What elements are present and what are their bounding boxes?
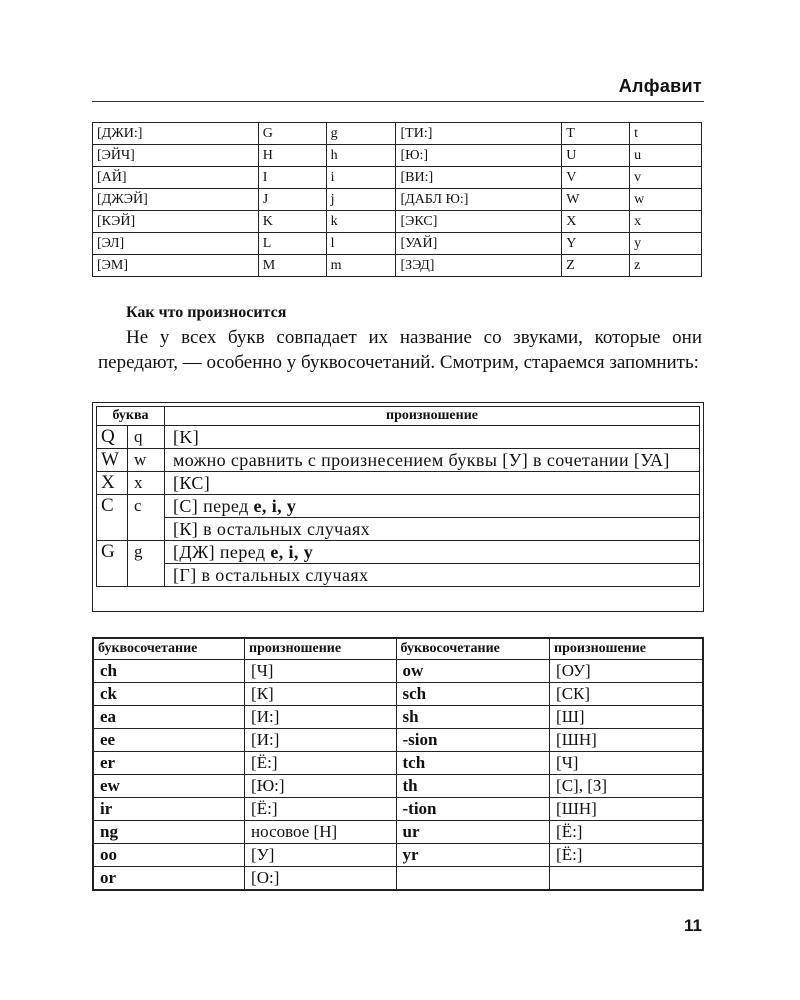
- pronunciation: [ШН]: [550, 798, 703, 821]
- small-letter: i: [326, 167, 396, 189]
- table-row: [97, 518, 700, 541]
- page-header-title: Алфавит: [618, 76, 702, 96]
- table-header-row: [93, 638, 703, 660]
- small-letter: w: [630, 189, 702, 211]
- pronunciation: [ШН]: [550, 729, 703, 752]
- small-letter: v: [630, 167, 702, 189]
- small-letter: k: [326, 211, 396, 233]
- table-row: [93, 167, 702, 189]
- capital-letter: L: [258, 233, 326, 255]
- table-row: [97, 495, 700, 518]
- letter-name: [ДЖЭЙ]: [93, 189, 259, 211]
- pronunciation: [С], [З]: [550, 775, 703, 798]
- table-row: [97, 564, 700, 587]
- page-number: 11: [684, 916, 702, 935]
- pronunciation: [О:]: [245, 867, 396, 891]
- capital-letter: X: [562, 211, 630, 233]
- table-row: [97, 426, 700, 449]
- pronunciation: [ОУ]: [550, 660, 703, 683]
- header-cell: произношение: [550, 638, 703, 660]
- small-letter: g: [326, 123, 396, 145]
- capital-letter: Y: [562, 233, 630, 255]
- table-row: [93, 211, 702, 233]
- table-row: [93, 775, 703, 798]
- header-cell: произношение: [165, 407, 700, 426]
- letter-combination: yr: [396, 844, 550, 867]
- letter-combination: th: [396, 775, 550, 798]
- lower-letter: w: [128, 449, 165, 472]
- pronunciation: [Ё:]: [245, 798, 396, 821]
- letter-combination: oo: [93, 844, 245, 867]
- pronunciation: [Ш]: [550, 706, 703, 729]
- letter-name: [ВИ:]: [396, 167, 562, 189]
- table-row: [93, 660, 703, 683]
- table-row: [93, 706, 703, 729]
- table-row: [93, 255, 702, 277]
- lower-letter: g: [128, 541, 165, 587]
- upper-letter: Q: [97, 426, 128, 449]
- upper-letter: X: [97, 472, 128, 495]
- pronunciation: [К] в остальных случаях: [165, 518, 700, 541]
- small-letter: l: [326, 233, 396, 255]
- capital-letter: W: [562, 189, 630, 211]
- capital-letter: T: [562, 123, 630, 145]
- table-row: [97, 541, 700, 564]
- letter-name: [ЭЛ]: [93, 233, 259, 255]
- upper-letter: W: [97, 449, 128, 472]
- table-row: [93, 683, 703, 706]
- pronunciation: [Ё:]: [550, 844, 703, 867]
- letter-name: [Ю:]: [396, 145, 562, 167]
- letter-combination: -sion: [396, 729, 550, 752]
- pronunciation: [Ч]: [550, 752, 703, 775]
- pronunciation: [У]: [245, 844, 396, 867]
- section-heading: Как что произносится: [126, 304, 287, 321]
- upper-letter: G: [97, 541, 128, 587]
- pronunciation: [Ё:]: [550, 821, 703, 844]
- capital-letter: K: [258, 211, 326, 233]
- pronunciation: [И:]: [245, 729, 396, 752]
- letter-name: [ЭЙЧ]: [93, 145, 259, 167]
- pronunciation: [K]: [165, 426, 700, 449]
- pronunciation-table-frame: [92, 402, 704, 612]
- header-rule: [92, 101, 704, 102]
- pronunciation: [К]: [245, 683, 396, 706]
- small-letter: z: [630, 255, 702, 277]
- alphabet-table: [92, 122, 702, 277]
- table-row: [93, 729, 703, 752]
- letter-combination: ow: [396, 660, 550, 683]
- letter-combination: or: [93, 867, 245, 891]
- pronunciation: [165, 541, 700, 564]
- table-row: [93, 233, 702, 255]
- pronunciation: [Ю:]: [245, 775, 396, 798]
- table-header-row: [97, 407, 700, 426]
- letter-combination: sh: [396, 706, 550, 729]
- letter-combination: -tion: [396, 798, 550, 821]
- letter-combination: [396, 867, 550, 891]
- pronunciation: [КС]: [165, 472, 700, 495]
- letter-name: [КЭЙ]: [93, 211, 259, 233]
- letter-name: [ЭМ]: [93, 255, 259, 277]
- lower-letter: x: [128, 472, 165, 495]
- combinations-table: [92, 637, 704, 891]
- letter-combination: ew: [93, 775, 245, 798]
- letter-name: [АЙ]: [93, 167, 259, 189]
- lower-letter: c: [128, 495, 165, 541]
- letter-combination: tch: [396, 752, 550, 775]
- small-letter: y: [630, 233, 702, 255]
- capital-letter: J: [258, 189, 326, 211]
- pronunciation-text: [С] перед: [173, 496, 249, 516]
- table-row: [93, 867, 703, 891]
- capital-letter: M: [258, 255, 326, 277]
- small-letter: j: [326, 189, 396, 211]
- letter-name: [ДЖИ:]: [93, 123, 259, 145]
- pronunciation-letters: e, i, y: [253, 496, 297, 516]
- small-letter: m: [326, 255, 396, 277]
- letter-name: [ЭКС]: [396, 211, 562, 233]
- letter-combination: ea: [93, 706, 245, 729]
- pronunciation: [Ч]: [245, 660, 396, 683]
- header-cell: произношение: [245, 638, 396, 660]
- pronunciation-text: [ДЖ] перед: [173, 542, 266, 562]
- table-row: [93, 752, 703, 775]
- capital-letter: H: [258, 145, 326, 167]
- pronunciation: можно сравнить с произнесением буквы [У] в сочетании [УА]: [165, 449, 700, 472]
- pronunciation-table: [96, 406, 700, 587]
- table-row: [93, 844, 703, 867]
- letter-combination: ch: [93, 660, 245, 683]
- table-row: [97, 472, 700, 495]
- capital-letter: I: [258, 167, 326, 189]
- letter-name: [УАЙ]: [396, 233, 562, 255]
- small-letter: h: [326, 145, 396, 167]
- header-cell: буквосочетание: [396, 638, 550, 660]
- table-row: [93, 123, 702, 145]
- letter-combination: ng: [93, 821, 245, 844]
- capital-letter: G: [258, 123, 326, 145]
- pronunciation: [СК]: [550, 683, 703, 706]
- table-row: [93, 821, 703, 844]
- header-cell: буква: [97, 407, 165, 426]
- capital-letter: U: [562, 145, 630, 167]
- capital-letter: Z: [562, 255, 630, 277]
- pronunciation: [165, 495, 700, 518]
- table-row: [93, 145, 702, 167]
- letter-combination: er: [93, 752, 245, 775]
- pronunciation: [Ё:]: [245, 752, 396, 775]
- letter-name: [ДАБЛ Ю:]: [396, 189, 562, 211]
- pronunciation: носовое [Н]: [245, 821, 396, 844]
- pronunciation: [Г] в остальных случаях: [165, 564, 700, 587]
- letter-combination: ur: [396, 821, 550, 844]
- intro-paragraph: Не у всех букв совпадает их название со звуками, которые они передают, — особенно у буквосочетаний. Смотрим, стараемся запомнить:: [98, 327, 702, 373]
- letter-combination: sch: [396, 683, 550, 706]
- letter-name: [ТИ:]: [396, 123, 562, 145]
- table-row: [93, 189, 702, 211]
- table-row: [93, 798, 703, 821]
- pronunciation-letters: e, i, y: [270, 542, 314, 562]
- lower-letter: q: [128, 426, 165, 449]
- letter-combination: ir: [93, 798, 245, 821]
- small-letter: x: [630, 211, 702, 233]
- header-cell: буквосочетание: [93, 638, 245, 660]
- small-letter: t: [630, 123, 702, 145]
- letter-name: [ЗЭД]: [396, 255, 562, 277]
- capital-letter: V: [562, 167, 630, 189]
- letter-combination: ck: [93, 683, 245, 706]
- upper-letter: C: [97, 495, 128, 541]
- table-row: [97, 449, 700, 472]
- pronunciation: [И:]: [245, 706, 396, 729]
- letter-combination: ee: [93, 729, 245, 752]
- small-letter: u: [630, 145, 702, 167]
- pronunciation: [550, 867, 703, 891]
